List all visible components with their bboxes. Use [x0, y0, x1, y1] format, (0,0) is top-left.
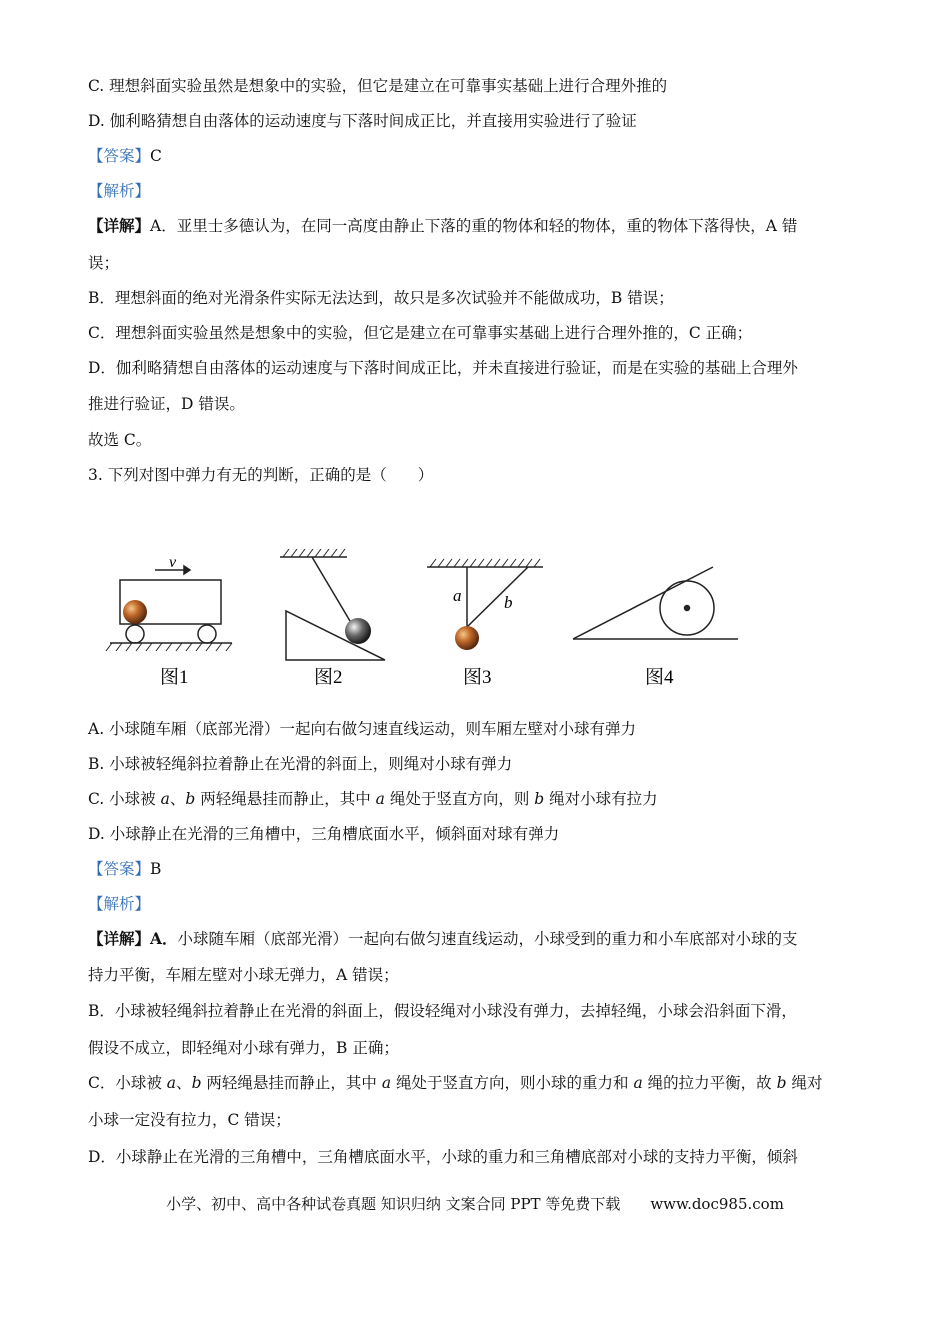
option-c-text: 绳对小球有拉力	[544, 790, 658, 808]
explain-text: 两轻绳悬挂而静止，其中	[201, 1074, 382, 1092]
var-a: a	[166, 1074, 177, 1092]
option-c-text: 、	[169, 790, 186, 808]
option-d: D. 小球静止在光滑的三角槽中，三角槽底面水平，倾斜面对球有弹力	[88, 825, 560, 843]
option-b: B. 小球被轻绳斜拉着静止在光滑的斜面上，则绳对小球有弹力	[88, 755, 513, 773]
question-3-stem: 3. 下列对图中弹力有无的判断，正确的是（ ）	[88, 466, 434, 484]
var-b: b	[776, 1074, 787, 1092]
caption-figure-1: 图1	[160, 667, 189, 688]
var-b: b	[534, 790, 545, 808]
caption-figure-3: 图3	[463, 667, 492, 688]
explain-text: C．小球被	[88, 1074, 167, 1092]
explain-line-1b: 持力平衡，车厢左壁对小球无弹力，A 错误；	[88, 966, 399, 984]
explain-text: 、	[176, 1074, 192, 1092]
detail-line-1	[88, 216, 797, 236]
var-b: b	[185, 790, 196, 808]
figure-2-ball	[345, 618, 371, 644]
var-a: a	[160, 790, 170, 808]
figure-4-trough	[573, 567, 738, 639]
explain-line-3b: 小球一定没有拉力，C 错误；	[88, 1111, 291, 1129]
explain-text: 绳处于竖直方向，则小球的重力和	[391, 1074, 634, 1092]
answer-value: B	[150, 860, 162, 878]
explain-line-3	[88, 1073, 822, 1093]
string-b-label: b	[504, 593, 513, 612]
detail-line-1b: 误；	[88, 254, 120, 272]
var-a: a	[633, 1074, 643, 1092]
option-a: A. 小球随车厢（底部光滑）一起向右做匀速直线运动，则车厢左壁对小球有弹力	[88, 720, 637, 738]
conclusion-line: 故选 C。	[88, 431, 152, 449]
figure-3-strings	[427, 559, 543, 627]
prev-option-d: D. 伽利略猜想自由落体的运动速度与下落时间成正比，并直接用实验进行了验证	[88, 112, 637, 130]
option-c-text: 两轻绳悬挂而静止，其中	[195, 790, 376, 808]
detail-line-3: C．理想斜面实验虽然是想象中的实验，但它是建立在可靠事实基础上进行合理外推的，C 正确；	[88, 324, 753, 342]
analysis-tag-2: 【解析】	[88, 182, 151, 200]
detail-text: A．亚里士多德认为，在同一高度由静止下落的重的物体和轻的物体，重的物体下落得快，A 错	[150, 217, 798, 235]
explain-text: 绳的拉力平衡，故	[642, 1074, 777, 1092]
analysis-tag-3: 【解析】	[88, 895, 151, 913]
detail-line-2: B．理想斜面的绝对光滑条件实际无法达到，故只是多次试验并不能做成功，B 错误；	[88, 289, 674, 307]
figure-3-ball	[455, 626, 479, 650]
string-a-label: a	[453, 586, 462, 605]
prev-option-c: C. 理想斜面实验虽然是想象中的实验，但它是建立在可靠事实基础上进行合理外推的	[88, 77, 668, 95]
explain-line-1	[88, 929, 798, 949]
option-c-text: 绳处于竖直方向，则	[384, 790, 535, 808]
var-a: a	[375, 790, 385, 808]
explain-bold-a: A．	[150, 929, 178, 948]
detail-tag: 【详解】	[88, 216, 151, 235]
caption-figure-4: 图4	[645, 667, 674, 688]
answer-line-3	[88, 859, 161, 879]
answer-tag: 【答案】	[88, 860, 151, 878]
page-footer: 小学、初中、高中各种试卷真题 知识归纳 文案合同 PPT 等免费下载 www.doc985.com	[166, 1195, 784, 1213]
figure-1-ball	[123, 600, 147, 624]
question-3-figures	[100, 545, 860, 695]
detail-tag: 【详解】	[88, 929, 151, 948]
explain-line-4: D．小球静止在光滑的三角槽中，三角槽底面水平，小球的重力和三角槽底部对小球的支持力平衡，倾斜	[88, 1148, 798, 1166]
figure-2-incline	[280, 549, 385, 660]
explain-text: 绳对	[786, 1074, 823, 1092]
option-c	[88, 789, 658, 809]
var-b: b	[191, 1074, 202, 1092]
answer-value: C	[150, 147, 162, 165]
detail-line-4b: 推进行验证，D 错误。	[88, 395, 245, 413]
answer-tag: 【答案】	[88, 147, 151, 165]
explain-line-2b: 假设不成立，即轻绳对小球有弹力，B 正确；	[88, 1039, 399, 1057]
explain-text: 小球随车厢（底部光滑）一起向右做匀速直线运动，小球受到的重力和小车底部对小球的支	[177, 930, 798, 948]
var-a: a	[381, 1074, 392, 1092]
detail-line-4: D．伽利略猜想自由落体的运动速度与下落时间成正比，并未直接进行验证，而是在实验的基础上合理外	[88, 359, 798, 377]
option-c-text: C. 小球被	[88, 790, 161, 808]
caption-figure-2: 图2	[314, 667, 343, 688]
answer-line-2	[88, 146, 162, 166]
velocity-label: v	[169, 554, 177, 571]
explain-line-2: B．小球被轻绳斜拉着静止在光滑的斜面上，假设轻绳对小球没有弹力，去掉轻绳，小球会沿斜面下滑，	[88, 1002, 797, 1020]
